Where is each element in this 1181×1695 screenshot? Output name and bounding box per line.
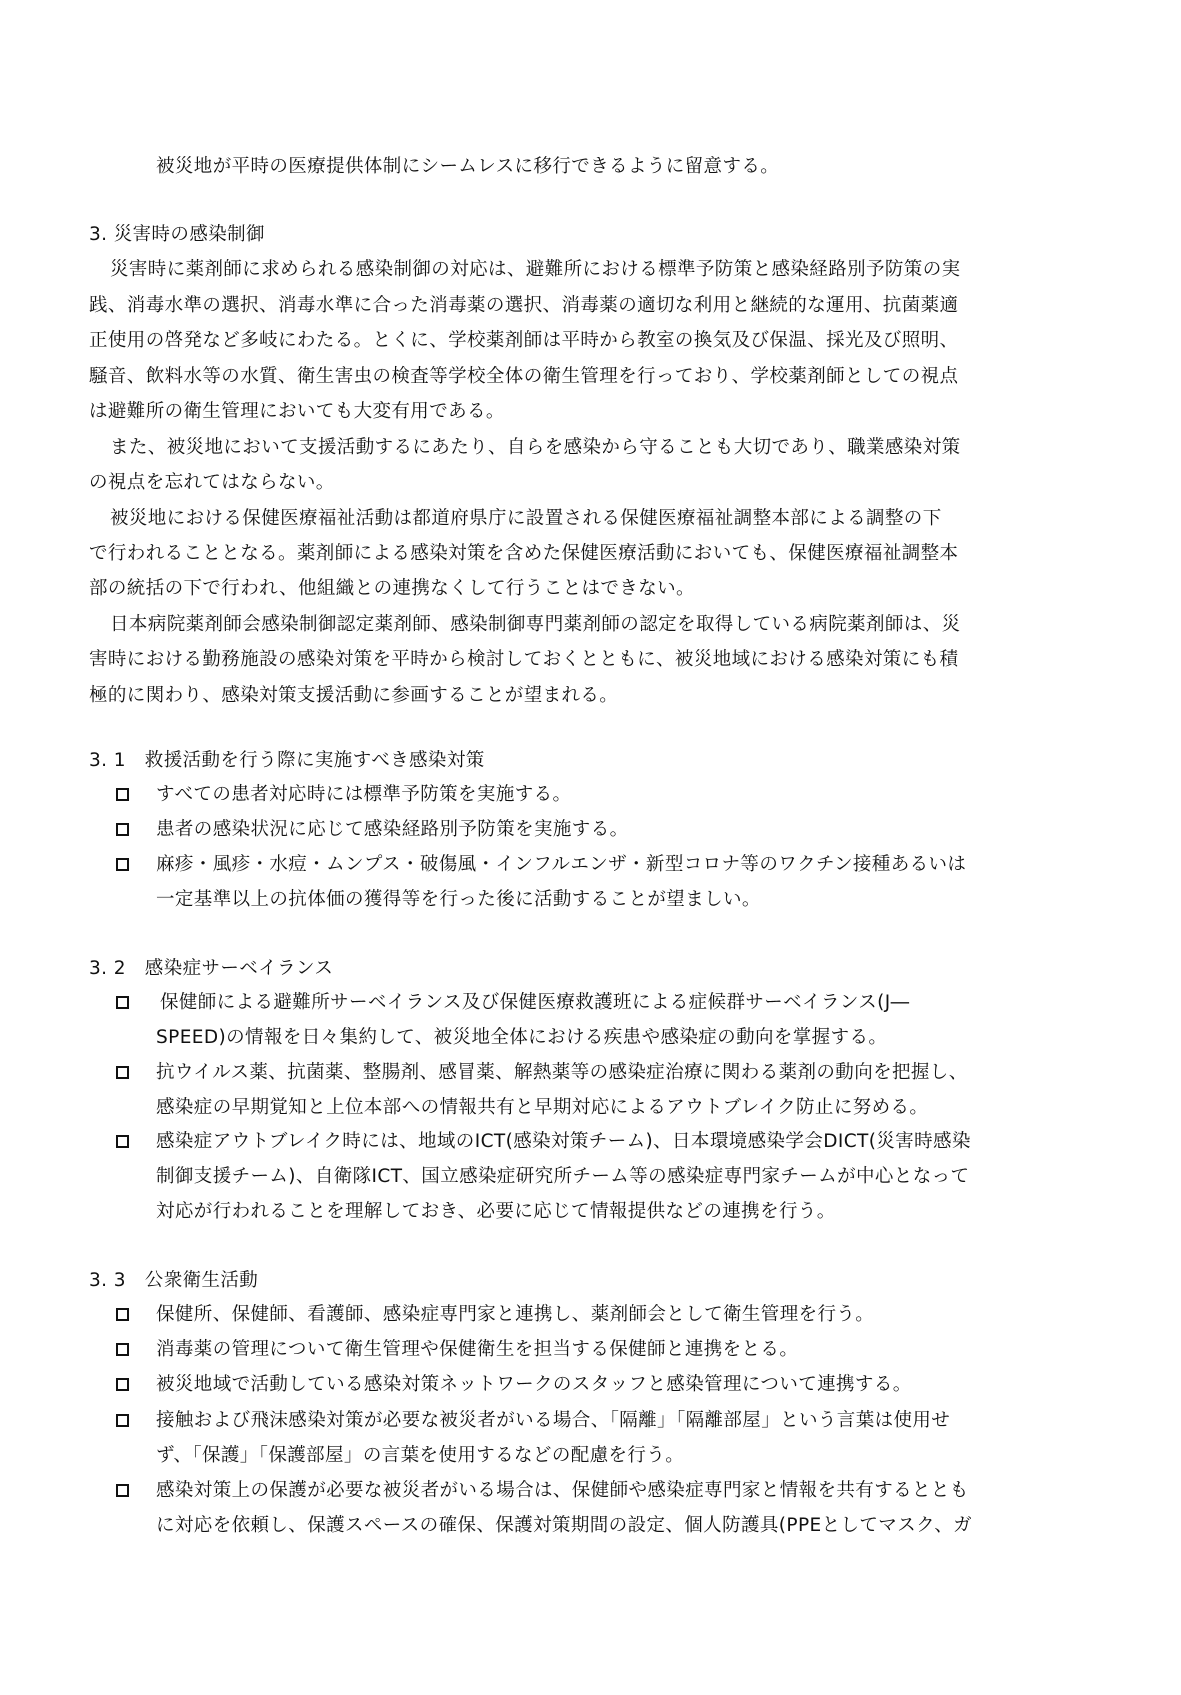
paragraph-line: 践、消毒水準の選択、消毒水準に合った消毒薬の選択、消毒薬の適切な利用と継続的な運用、抗菌薬適 — [89, 295, 959, 316]
list-item: 接触および飛沫感染対策が必要な被災者がいる場合、「隔離」「隔離部屋」という言葉は使用せ — [156, 1410, 951, 1431]
paragraph-line: 正使用の啓発など多岐にわたる。とくに、学校薬剤師は平時から教室の換気及び保温、採光及び照明、 — [89, 330, 959, 351]
list-item: 感染症の早期覚知と上位本部への情報共有と早期対応によるアウトブレイク防止に努める。 — [156, 1097, 929, 1118]
list-item: 感染対策上の保護が必要な被災者がいる場合は、保健師や感染症専門家と情報を共有するととも — [156, 1480, 969, 1501]
paragraph-line: 災害時に薬剤師に求められる感染制御の対応は、避難所における標準予防策と感染経路別予防策の実 — [110, 259, 961, 280]
section-3-heading: 3. 災害時の感染制御 — [89, 224, 265, 245]
checkbox[interactable] — [116, 1308, 129, 1321]
checkbox[interactable] — [116, 858, 129, 871]
list-item: SPEED)の情報を日々集約して、被災地全体における疾患や感染症の動向を掌握する。 — [156, 1027, 888, 1048]
section-3-2-heading: 3. 2 感染症サーベイランス — [89, 958, 334, 979]
paragraph-line: で行われることとなる。薬剤師による感染対策を含めた保健医療活動においても、保健医療福祉調整本 — [89, 543, 959, 564]
section-3-3-heading: 3. 3 公衆衛生活動 — [89, 1270, 259, 1291]
list-item: 対応が行われることを理解しておき、必要に応じて情報提供などの連携を行う。 — [156, 1201, 836, 1222]
list-item: 患者の感染状況に応じて感染経路別予防策を実施する。 — [156, 819, 629, 840]
paragraph-line: 被災地における保健医療福祉活動は都道府県庁に設置される保健医療福祉調整本部による調整の下 — [110, 508, 942, 529]
checkbox[interactable] — [116, 823, 129, 836]
checkbox[interactable] — [116, 1484, 129, 1497]
paragraph-line: の視点を忘れてはならない。 — [89, 472, 335, 493]
list-item: 一定基準以上の抗体価の獲得等を行った後に活動することが望ましい。 — [156, 889, 761, 910]
checkbox[interactable] — [116, 788, 129, 801]
list-item: ず、「保護」「保護部屋」の言葉を使用するなどの配慮を行う。 — [156, 1445, 685, 1466]
paragraph-line: は避難所の衛生管理においても大変有用である。 — [89, 401, 505, 422]
list-item: 保健所、保健師、看護師、感染症専門家と連携し、薬剤師会として衛生管理を行う。 — [156, 1304, 875, 1325]
paragraph-line: 騒音、飲料水等の水質、衛生害虫の検査等学校全体の衛生管理を行っており、学校薬剤師としての視点 — [89, 366, 959, 387]
list-item: 感染症アウトブレイク時には、地域のICT(感染対策チーム)、日本環境感染学会DICT(災害時感染 — [156, 1131, 971, 1152]
checkbox[interactable] — [116, 1343, 129, 1356]
list-item: 消毒薬の管理について衛生管理や保健衛生を担当する保健師と連携をとる。 — [156, 1339, 799, 1360]
intro-line: 被災地が平時の医療提供体制にシームレスに移行できるように留意する。 — [156, 156, 780, 177]
list-item: すべての患者対応時には標準予防策を実施する。 — [156, 784, 572, 805]
paragraph-line: 極的に関わり、感染対策支援活動に参画することが望まれる。 — [89, 685, 619, 706]
checkbox[interactable] — [116, 1414, 129, 1427]
list-item: に対応を依頼し、保護スペースの確保、保護対策期間の設定、個人防護具(PPEとしてマスク、ガ — [156, 1515, 973, 1536]
list-item: 制御支援チーム)、自衛隊ICT、国立感染症研究所チーム等の感染症専門家チームが中心となって — [156, 1166, 970, 1187]
checkbox[interactable] — [116, 1135, 129, 1148]
paragraph-line: 日本病院薬剤師会感染制御認定薬剤師、感染制御専門薬剤師の認定を取得している病院薬剤師は、災 — [110, 614, 961, 635]
list-item: 被災地域で活動している感染対策ネットワークのスタッフと感染管理について連携する。 — [156, 1374, 912, 1395]
checkbox[interactable] — [116, 1378, 129, 1391]
section-3-1-heading: 3. 1 救援活動を行う際に実施すべき感染対策 — [89, 750, 485, 771]
paragraph-line: 害時における勤務施設の感染対策を平時から検討しておくとともに、被災地域における感染対策にも積 — [89, 649, 959, 670]
list-item: 抗ウイルス薬、抗菌薬、整腸剤、感冒薬、解熱薬等の感染症治療に関わる薬剤の動向を把握し、 — [156, 1062, 968, 1083]
list-item: 麻疹・風疹・水痘・ムンプス・破傷風・インフルエンザ・新型コロナ等のワクチン接種あるいは — [156, 854, 967, 875]
list-item: 保健師による避難所サーベイランス及び保健医療救護班による症候群サーベイランス(J― — [160, 992, 910, 1013]
paragraph-line: 部の統括の下で行われ、他組織との連携なくして行うことはできない。 — [89, 578, 695, 599]
checkbox[interactable] — [116, 996, 129, 1009]
checkbox[interactable] — [116, 1066, 129, 1079]
paragraph-line: また、被災地において支援活動するにあたり、自らを感染から守ることも大切であり、職業感染対策 — [110, 437, 961, 458]
